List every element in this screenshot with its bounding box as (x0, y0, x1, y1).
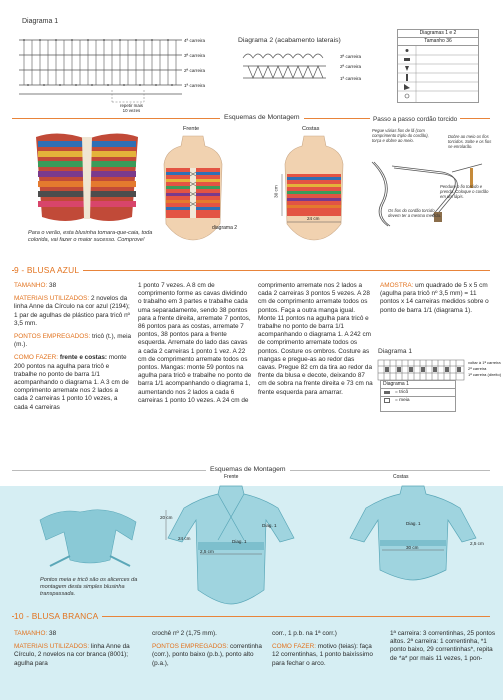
section10-col2 (152, 630, 262, 668)
dim-height-label: 30 cm (273, 185, 279, 198)
blue-dim-5: Diag. 1 (232, 539, 247, 544)
s9-legend-title: Diagrama 1 (381, 381, 455, 389)
diagram1-row-3: 3ª carreira (184, 53, 206, 58)
blue-dim-3: 2,5 cm (200, 549, 214, 554)
knit-label: = tricô (395, 390, 409, 396)
back-label: Costas (302, 126, 320, 132)
s9-legend-knit (381, 389, 455, 397)
blue-dim-2: 24 cm (178, 536, 191, 541)
blue-dim-4: Diag. 1 (262, 523, 277, 528)
materials-label: MATERIAIS UTILIZADOS: (14, 295, 90, 303)
diagram-legend-box (397, 29, 479, 103)
striped-top-photo (28, 127, 146, 227)
section9-col2: 1 ponto 7 vezes. A 8 cm de comprimento forme as cavas dividindo o trabalho em 3 partes e trabalhe cada uma separadamente, sendo 38 pontos para a frente direita, arremate 7 pontos, 86 pontos para as costas, arremate 7 pontos, 38 pontos para a frente esquerda. Arremate do lado das cavas a cada 2 carreiras 1 ponto 1 vez. A 22 cm de comprimento arremate todos os pontos. Mangas: monte 59 pontos na agulha para tricô e trabalhe no ponto de barra 1/1 acompanhando o diagrama 1, aumentando nos 2 lados a cada 6 carreiras 1 ponto 10 vezes. A 24 cm de (138, 282, 252, 404)
legend-title: Diagramas 1 e 2 (398, 30, 478, 38)
size-label: TAMANHO: (14, 282, 48, 289)
s10-size-label: TAMANHO: (14, 630, 48, 637)
cord-note-1: Pegue várias fios de lã (com comprimento triplo do cordão), torça e dobre ao meio. (372, 128, 429, 143)
front-label: Frente (183, 126, 200, 132)
s9-diag-row-a: voltar à 1ª carreira (468, 360, 501, 365)
blue-back-label: Costas (393, 474, 409, 480)
diagram1-row-1: 1ª carreira (184, 83, 206, 88)
blue-front-label: Frente (224, 474, 239, 480)
blue-dim-8: Diag. 1 (406, 521, 421, 526)
how-intro: frente e costas: (59, 354, 108, 362)
cord-note-4: Os fios do cordão torcido devem ter a mesma medida. (388, 208, 442, 218)
s10-points-text: correntinha (corr.), ponto baixo (p.b.), ponto alto (p.a.), (152, 643, 262, 667)
diagram1-title: Diagrama 1 (22, 18, 59, 25)
size-value: 38 (49, 282, 57, 289)
section10-title: 10 - BLUSA BRANCA (14, 611, 102, 621)
s10-materials-text: linha Anne da Círculo, 2 novelos na cor branca (8001); agulha para (14, 643, 130, 667)
montage-blue-title: Esquemas de Montagem (206, 466, 290, 473)
section9-col4 (380, 282, 492, 315)
purl-symbol-icon (384, 398, 390, 403)
section9-divider (12, 270, 490, 271)
materials-text: 2 novelos da linha Anne da Círculo na cor azul (2194); 1 par de agulhas de plástico para tricô nº 3,5 mm. (14, 295, 131, 327)
how-text-col1: monte 200 pontos na agulha para tricô e trabalhe no ponto de barra 1/1 acompanhando o diagrama 1. A 3 cm de comprimento arremate nos 2 lados a cada 2 carreiras 1 ponto 10 vezes, a cada 4 carreiras (14, 354, 129, 411)
s10-col2-text: crochê nº 2 (1,75 mm). (152, 630, 217, 637)
cord-title: Passo a passo cordão torcido (370, 116, 460, 123)
s10-how-text: motivo (teias): faça 12 correntinhas, 1 ponto baixíssimo para fechar o arco. (272, 643, 373, 667)
legend-symbols (398, 46, 478, 102)
diagram1-repeat-note: repetir mais 10 vezes (120, 103, 143, 113)
blue-wrap-photo (30, 500, 148, 570)
section9-legend-box (380, 380, 456, 412)
how-label: COMO FAZER: (14, 354, 59, 362)
s10-size-value: 38 (49, 630, 57, 637)
blue-dim-1: 20 cm (160, 515, 173, 520)
purl-label: = meia (395, 398, 410, 404)
diagram2-row-2: 2ª carreira (340, 64, 362, 69)
points-text: tricô (t.), meia (m.). (14, 333, 132, 349)
legend-subtitle: Tamanho 36 (398, 38, 478, 46)
blue-dim-7: 2,5 cm (470, 541, 484, 546)
blue-dim-6: 30 cm (406, 545, 419, 550)
section9-diagram-chart (376, 358, 466, 382)
knit-symbol-icon (384, 391, 390, 394)
back-mannequin (278, 134, 350, 252)
sample-text: um quadrado de 5 x 5 cm (agulha para tricô nº 3,5 mm) = 11 pontos x 14 carreiras medidos sobre o ponto de barra 1/1 (diagrama 1). (380, 282, 489, 314)
blue-photo-caption: Pontos meia e tricô são os alicerces da montagem desta simples blusinha transpassada. (40, 577, 138, 597)
s10-points-label: PONTOS EMPREGADOS: (152, 643, 229, 651)
s10-col3-text: corr., 1 p.b. na 1ª corr.) (272, 630, 337, 637)
sample-label: AMOSTRA: (380, 282, 414, 289)
section10-col3 (272, 630, 380, 668)
diagram2-title: Diagrama 2 (acabamento laterais) (238, 37, 341, 44)
diagram2-row-1: 1ª carreira (340, 76, 362, 81)
cord-note-3: Pendure o fio torcido e prenda. Coloque o cordão em um lápis. (440, 184, 489, 199)
diagram2-row-3: 3ª carreira (340, 54, 362, 59)
s9-diag-row-b: 2ª carreira (468, 366, 487, 371)
s9-legend-purl (381, 397, 455, 404)
diagram2-chart (238, 48, 338, 90)
points-label: PONTOS EMPREGADOS: (14, 333, 91, 341)
s10-how-label: COMO FAZER: (272, 643, 317, 651)
photo-caption: Para o verão, esta blusinha tomara-que-caia, toda colorida, vai fazer o maior sucesso. Comprove! (28, 230, 153, 243)
s9-diag-row-c: 1ª carreira (direito) (468, 372, 502, 377)
montage-top-title: Esquemas de Montagem (220, 114, 304, 121)
section10-col1 (14, 630, 132, 668)
section9-col3: comprimento arremate nos 2 lados a cada 2 carreiras 3 pontos 5 vezes. A 28 cm de comprimento arremate todos os pontos. Faça a outra manga igual. Monte 11 pontos na agulha para tricô e trabalhe no ponto de barra 1/1 acompanhando o diagrama 1. A 242 cm de comprimento arremate todos os pontos. Costure os ombros. Costure as mangas e pregue-as ao redor das cavas. Pregue 82 cm da tira ao redor da frente da blusa e decote, deixando 87 cm de sobra na frente direita e 73 cm na frente esquerda para amarrar. (258, 282, 373, 396)
blue-front-mannequin (158, 480, 304, 612)
section10-col4: 1ª carreira: 3 correntinhas, 25 pontos altos. 2ª carreira: 1 correntinha, *1 ponto baixo, 29 correntinhas*, repita de *a* por mais 11 vezes, 1 pon- (390, 630, 496, 662)
dim-width-label: 24 cm (307, 216, 320, 221)
section9-col1 (14, 282, 132, 412)
blue-back-mannequin (340, 480, 486, 600)
s10-materials-label: MATERIAIS UTILIZADOS: (14, 643, 90, 651)
cord-note-2: Dobre ao meio os fios torcidos. Solte e os fios se enrolarão. (448, 134, 492, 149)
diagram2-reference: diagrama 2 (212, 225, 238, 231)
section9-diagram-title: Diagrama 1 (378, 348, 413, 355)
front-mannequin (158, 134, 228, 252)
diagram1-row-2: 2ª carreira (184, 68, 206, 73)
section9-title: 9 - BLUSA AZUL (14, 265, 83, 275)
diagram1-row-4: 4ª carreira (184, 38, 206, 43)
